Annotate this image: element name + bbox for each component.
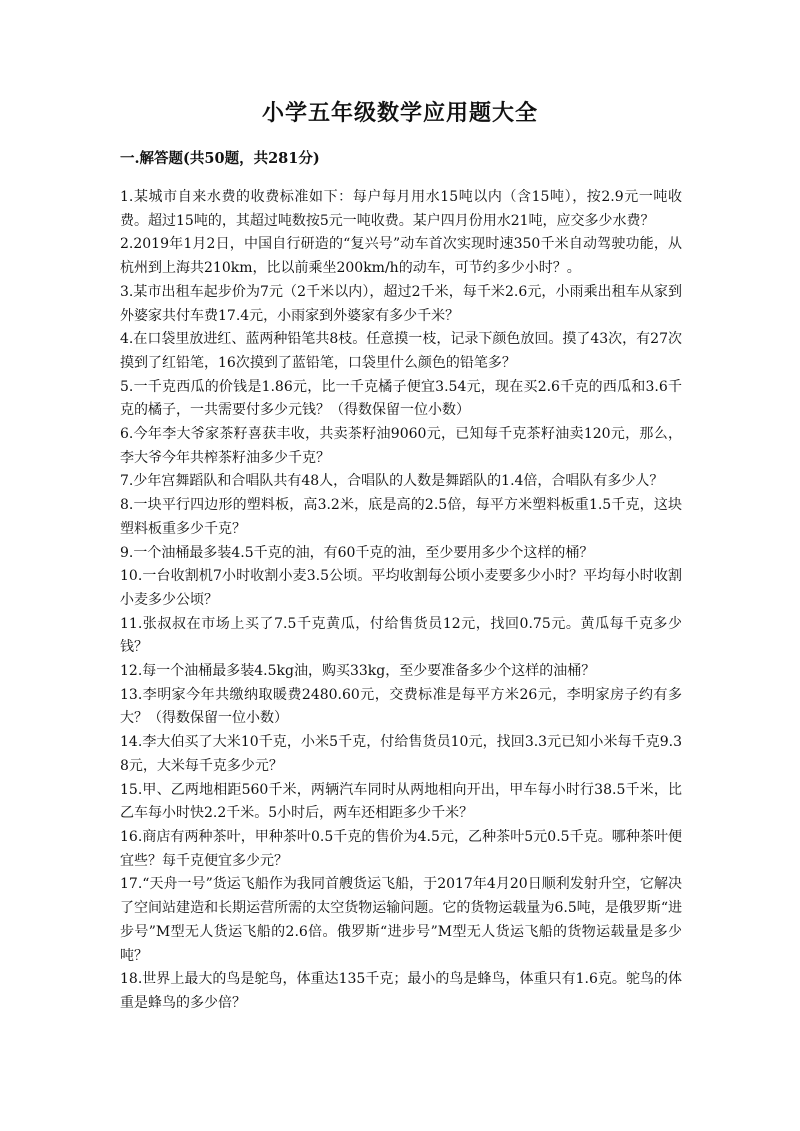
question-item: 10.一台收割机7小时收割小麦3.5公顷。平均收割每公顷小麦要多少小时？平均每小时收割小麦多少公顷？ xyxy=(120,568,682,608)
question-item: 16.商店有两种茶叶，甲种茶叶0.5千克的售价为4.5元，乙种茶叶5元0.5千克。哪种茶叶便宜些？每千克便宜多少元？ xyxy=(120,828,682,869)
question-item: 8.一块平行四边形的塑料板，高3.2米，底是高的2.5倍，每平方米塑料板重1.5千克，这块塑料板重多少千克？ xyxy=(120,497,682,537)
question-item: 14.李大伯买了大米10千克，小米5千克，付给售货员10元，找回3.3元已知小米每千克9.38元，大米每千克多少元？ xyxy=(120,734,682,774)
question-item: 3.某市出租车起步价为7元（2千米以内），超过2千米，每千米2.6元，小雨乘出租车从家到外婆家共付车费17.4元，小雨家到外婆家有多少千米？ xyxy=(120,283,682,324)
section-heading: 一.解答题(共50题，共281分) xyxy=(120,150,320,167)
page-title: 小学五年级数学应用题大全 xyxy=(261,100,538,126)
question-item: 11.张叔叔在市场上买了7.5千克黄瓜，付给售货员12元，找回0.75元。黄瓜每千克多少钱？ xyxy=(120,615,682,656)
question-list xyxy=(120,186,682,1016)
question-item: 17.“天舟一号”货运飞船作为我同首艘货运飞船，于2017年4月20日顺利发射升空，它解决了空间站建造和长期运营所需的太空货物运输问题。它的货物运载量为6.5吨，是俄罗斯“进步号”M型无人货运飞船的2.6倍。俄罗斯“进步号”M型无人货运飞船的货物运载量是多少吨？ xyxy=(120,876,682,964)
question-item: 1.某城市自来水费的收费标准如下：每户每月用水15吨以内（含15吨），按2.9元一吨收费。超过15吨的，其超过吨数按5元一吨收费。某户四月份用水21吨，应交多少水费？ xyxy=(120,189,682,229)
question-item: 9.一个油桶最多装4.5千克的油，有60千克的油，至少要用多少个这样的桶？ xyxy=(120,544,594,561)
question-item: 12.每一个油桶最多装4.5kg油，购买33kg，至少要准备多少个这样的油桶？ xyxy=(120,663,596,680)
question-item: 6.今年李大爷家茶籽喜获丰收，共卖茶籽油9060元，已知每千克茶籽油卖120元，那么，李大爷今年共榨茶籽油多少千克？ xyxy=(120,426,682,466)
question-item: 15.甲、乙两地相距560千米，两辆汽车同时从两地相向开出，甲车每小时行38.5千米，比乙车每小时快2.2千米。5小时后，两车还相距多少千米？ xyxy=(120,781,682,822)
question-item: 13.李明家今年共缴纳取暖费2480.60元，交费标准是每平方米26元，李明家房子约有多大？（得数保留一位小数） xyxy=(120,686,682,727)
question-item: 4.在口袋里放进红、蓝两种铅笔共8枝。任意摸一枝，记录下颜色放回。摸了43次，有27次摸到了红铅笔，16次摸到了蓝铅笔，口袋里什么颜色的铅笔多？ xyxy=(120,331,682,371)
question-item: 5.一千克西瓜的价钱是1.86元，比一千克橘子便宜3.54元，现在买2.6千克的西瓜和3.6千克的橘子，一共需要付多少元钱？（得数保留一位小数） xyxy=(120,378,682,419)
question-item: 2.2019年1月2日，中国自行研造的“复兴号”动车首次实现时速350千米自动驾驶功能，从杭州到上海共210km，比以前乘坐200km/h的动车，可节约多少小时？。 xyxy=(120,236,682,277)
question-item: 18.世界上最大的鸟是鸵鸟，体重达135千克；最小的鸟是蜂鸟，体重只有1.6克。鸵鸟的体重是蜂鸟的多少倍？ xyxy=(120,971,682,1011)
question-item: 7.少年宫舞蹈队和合唱队共有48人，合唱队的人数是舞蹈队的1.4倍，合唱队有多少人？ xyxy=(120,473,664,490)
